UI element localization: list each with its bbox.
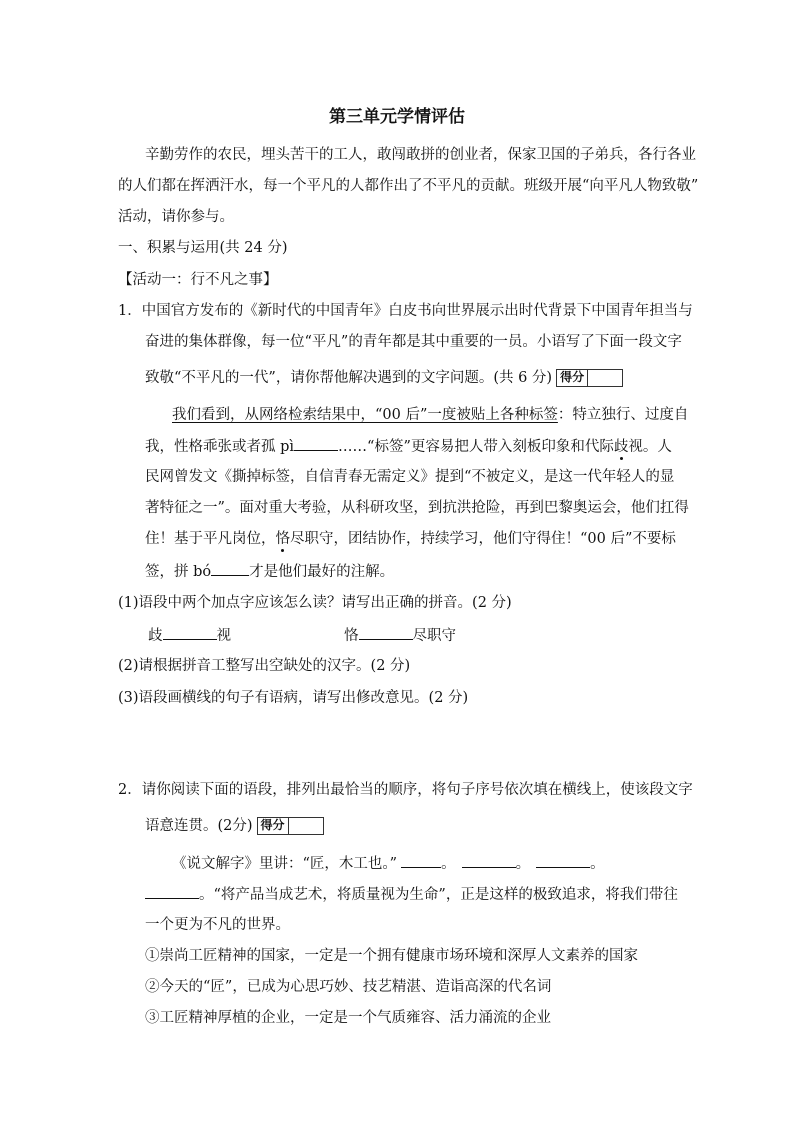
answer-char: 歧 — [148, 628, 163, 644]
q2-passage-line-1 — [172, 853, 605, 874]
intro-line-3: 活动，请你参与。 — [118, 209, 234, 225]
q2-option-1: ①崇尚工匠精神的国家，一定是一个拥有健康市场环境和深厚人文素养的国家 — [145, 948, 638, 964]
q1-passage-line-6 — [145, 561, 394, 582]
order-blank-1[interactable] — [401, 853, 441, 868]
passage-text: ：特立独行、过度自 — [557, 407, 689, 423]
passage-text: 住！基于平凡岗位， — [145, 531, 276, 547]
score-cell[interactable] — [289, 818, 323, 834]
separator: 。 — [515, 856, 531, 872]
score-label: 得分 — [557, 370, 588, 386]
underlined-sentence: 我们看到，从网络检索结果中，“00 后”一度被贴上各种标签 — [172, 407, 558, 423]
page-title: 第三单元学情评估 — [329, 107, 465, 127]
q1-passage-line-2 — [145, 436, 672, 457]
separator: 。 — [590, 856, 605, 872]
order-blank-2[interactable] — [462, 853, 516, 868]
q1-sub-2: (2)请根据拼音工整写出空缺处的汉字。(2 分) — [118, 658, 411, 674]
q1-line-1: 1．中国官方发布的《新时代的中国青年》白皮书向世界展示出时代背景下中国青年担当与 — [118, 303, 693, 319]
answer-char: 恪 — [344, 628, 359, 644]
q1-line-3-text: 致敬“不平凡的一代”，请你帮他解决遇到的文字问题。(共 6 分) — [145, 370, 553, 386]
answer-blank-b[interactable] — [359, 625, 413, 640]
passage-text: 《说文解字》里讲：“匠，木工也。” — [172, 856, 398, 872]
intro-line-2: 的人们都在挥洒汗水，每一个平凡的人都作出了不平凡的贡献。班级开展“向平凡人物致敬” — [118, 178, 699, 194]
answer-char: 视 — [216, 628, 231, 644]
q1-line-2: 奋进的集体群像，每一位“平凡”的青年都是其中重要的一员。小语写了下面一段文字 — [145, 334, 682, 350]
intro-line-1: 辛勤劳作的农民，埋头苦干的工人，敢闯敢拼的创业者，保家卫国的子弟兵，各行各业 — [145, 147, 696, 163]
q1-passage-line-3: 民网曾发文《撕掉标签，自信青春无需定义》提到“不被定义，是这一代年轻人的显 — [145, 469, 675, 485]
order-blank-4[interactable] — [145, 884, 199, 899]
q2-passage-line-2 — [145, 884, 678, 905]
q1-sub-1-answer-a — [148, 625, 231, 646]
score-cell[interactable] — [588, 370, 622, 386]
answer-blank-a[interactable] — [163, 625, 217, 640]
passage-text: 我，性格乖张或者孤 pì — [145, 439, 295, 455]
q2-option-3: ③工匠精神厚植的企业，一定是一个气质雍容、活力涌流的企业 — [145, 1010, 551, 1026]
q1-passage-line-1 — [172, 405, 688, 425]
score-label: 得分 — [258, 818, 289, 834]
passage-text: ……“标签”更容易把人带入刻板印象和代际 — [338, 439, 614, 455]
q1-passage-line-4: 著特征之一”。面对重大考验，从科研攻坚，到抗洪抢险，再到巴黎奥运会，他们扛得 — [145, 500, 689, 516]
passage-text: 视。人 — [628, 439, 672, 455]
q2-line-2-text: 语意连贯。(2分) — [145, 818, 253, 834]
q1-score-box[interactable] — [556, 369, 623, 387]
passage-text: 尽职守，团结协作，持续学习，他们守得住！“00 后”不要标 — [290, 531, 676, 547]
q2-line-2 — [145, 816, 324, 836]
q1-sub-3: (3)语段画横线的句子有语病，请写出修改意见。(2 分) — [118, 690, 469, 706]
q2-passage-line-3: 一个更为不凡的世界。 — [145, 917, 290, 933]
pinyin-blank-1[interactable] — [294, 436, 338, 451]
q1-line-3 — [145, 368, 623, 388]
q2-line-1: 2．请你阅读下面的语段，排列出最恰当的顺序，将句子序号依次填在横线上，使该段文字 — [118, 782, 693, 798]
passage-text: 。“将产品当成艺术，将质量视为生命”，正是这样的极致追求，将我们带往 — [199, 887, 678, 903]
activity-heading: 【活动一：行不凡之事】 — [118, 272, 278, 288]
dotted-char-qi: 歧 — [613, 439, 629, 455]
separator: 。 — [441, 856, 456, 872]
q2-option-2: ②今天的“匠”，已成为心思巧妙、技艺精湛、造诣高深的代名词 — [145, 979, 552, 995]
q1-sub-1: (1)语段中两个加点字应该怎么读？请写出正确的拼音。(2 分) — [118, 595, 512, 611]
dotted-char-ke: 恪 — [275, 531, 290, 547]
pinyin-blank-2[interactable] — [211, 561, 249, 576]
answer-char: 尽职守 — [412, 628, 456, 644]
q2-score-box[interactable] — [257, 817, 324, 835]
passage-text: 签，拼 bó — [145, 564, 212, 580]
section-heading: 一、积累与运用(共 24 分) — [118, 240, 288, 256]
q1-sub-1-answer-b — [344, 625, 456, 646]
q1-passage-line-5 — [145, 529, 676, 549]
order-blank-3[interactable] — [536, 853, 590, 868]
passage-text: 才是他们最好的注解。 — [249, 564, 395, 580]
